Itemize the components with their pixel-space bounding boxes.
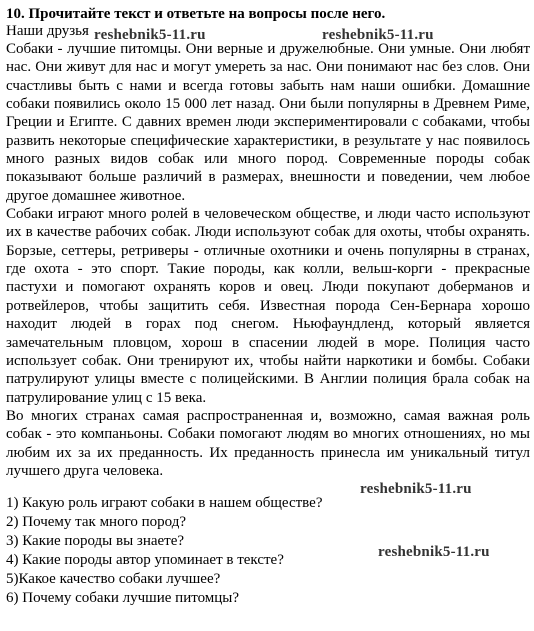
watermark: reshebnik5-11.ru xyxy=(378,544,490,560)
watermark: reshebnik5-11.ru xyxy=(360,481,472,497)
question-item: 5)Какое качество собаки лучшее? xyxy=(6,571,221,588)
text-title: Наши друзья xyxy=(6,23,89,39)
question-item: 4) Какие породы автор упоминает в тексте? xyxy=(6,552,284,569)
question-item: 6) Почему собаки лучшие питомцы? xyxy=(6,590,240,607)
question-item: 3) Какие породы вы знаете? xyxy=(6,533,185,550)
document-page xyxy=(6,6,530,608)
question-item: 2) Почему так много пород? xyxy=(6,514,186,531)
task-heading: 10. Прочитайте текст и ответьте на вопросы после него. xyxy=(6,6,386,22)
question-item: 1) Какую роль играют собаки в нашем обществе? xyxy=(6,495,323,512)
paragraph-intro: Собаки - лучшие питомцы. Они верные и дружелюбные. Они умные. Они любят нас. Они живут для нас и могут умереть за нас. Они понимают нас без слов. Они счастливы быть с нами и всегда готовы забыть нам наши ошибки. Домашние собаки появились около 15 000 лет назад. Они были популярны в Древнем Риме, Греции и Египте. С давних времен люди экспериментировали с собаками, чтобы развить некоторые специфические характеристики, в результате у нас появилось много разных видов собак или много пород. Современные породы собак показывают больше различий в размерах, внешности и поведении, чем любое другое домашнее животное. xyxy=(6,41,530,204)
watermark: reshebnik5-11.ru xyxy=(94,27,206,43)
paragraph-companions: Во многих странах самая распространенная и, возможно, самая важная роль собак - это компаньоны. Собаки помогают людям во многих отношениях, но мы любим их за их преданность. Их преданность принесла им уникальный титул лучшего друга человека. xyxy=(6,407,530,479)
watermark: reshebnik5-11.ru xyxy=(322,27,434,43)
paragraph-roles: Собаки играют много ролей в человеческом обществе, и люди часто используют их в качестве рабочих собак. Люди используют собак для охоты, чтобы охранять. Борзые, сеттеры, ретриверы - отличные охотники и очень популярны в странах, где охота - это спорт. Такие породы, как колли, вельш-корги - прекрасные пастухи и помогают охранять коров и овец. Люди покупают доберманов и ротвейлеров, чтобы защитить себя. Известная порода Сен-Бернара хорошо находит людей в горах под снегом. Ньюфаундленд, который является замечательным пловцом, хорош в спасении людей в море. Полиция часто использует собак. Они тренируют их, чтобы найти наркотики и бомбы. Собаки патрулируют улицы вместе с полицейскими. В Англии полиция брала собак на патрулирование улиц с 15 века. xyxy=(6,206,530,406)
